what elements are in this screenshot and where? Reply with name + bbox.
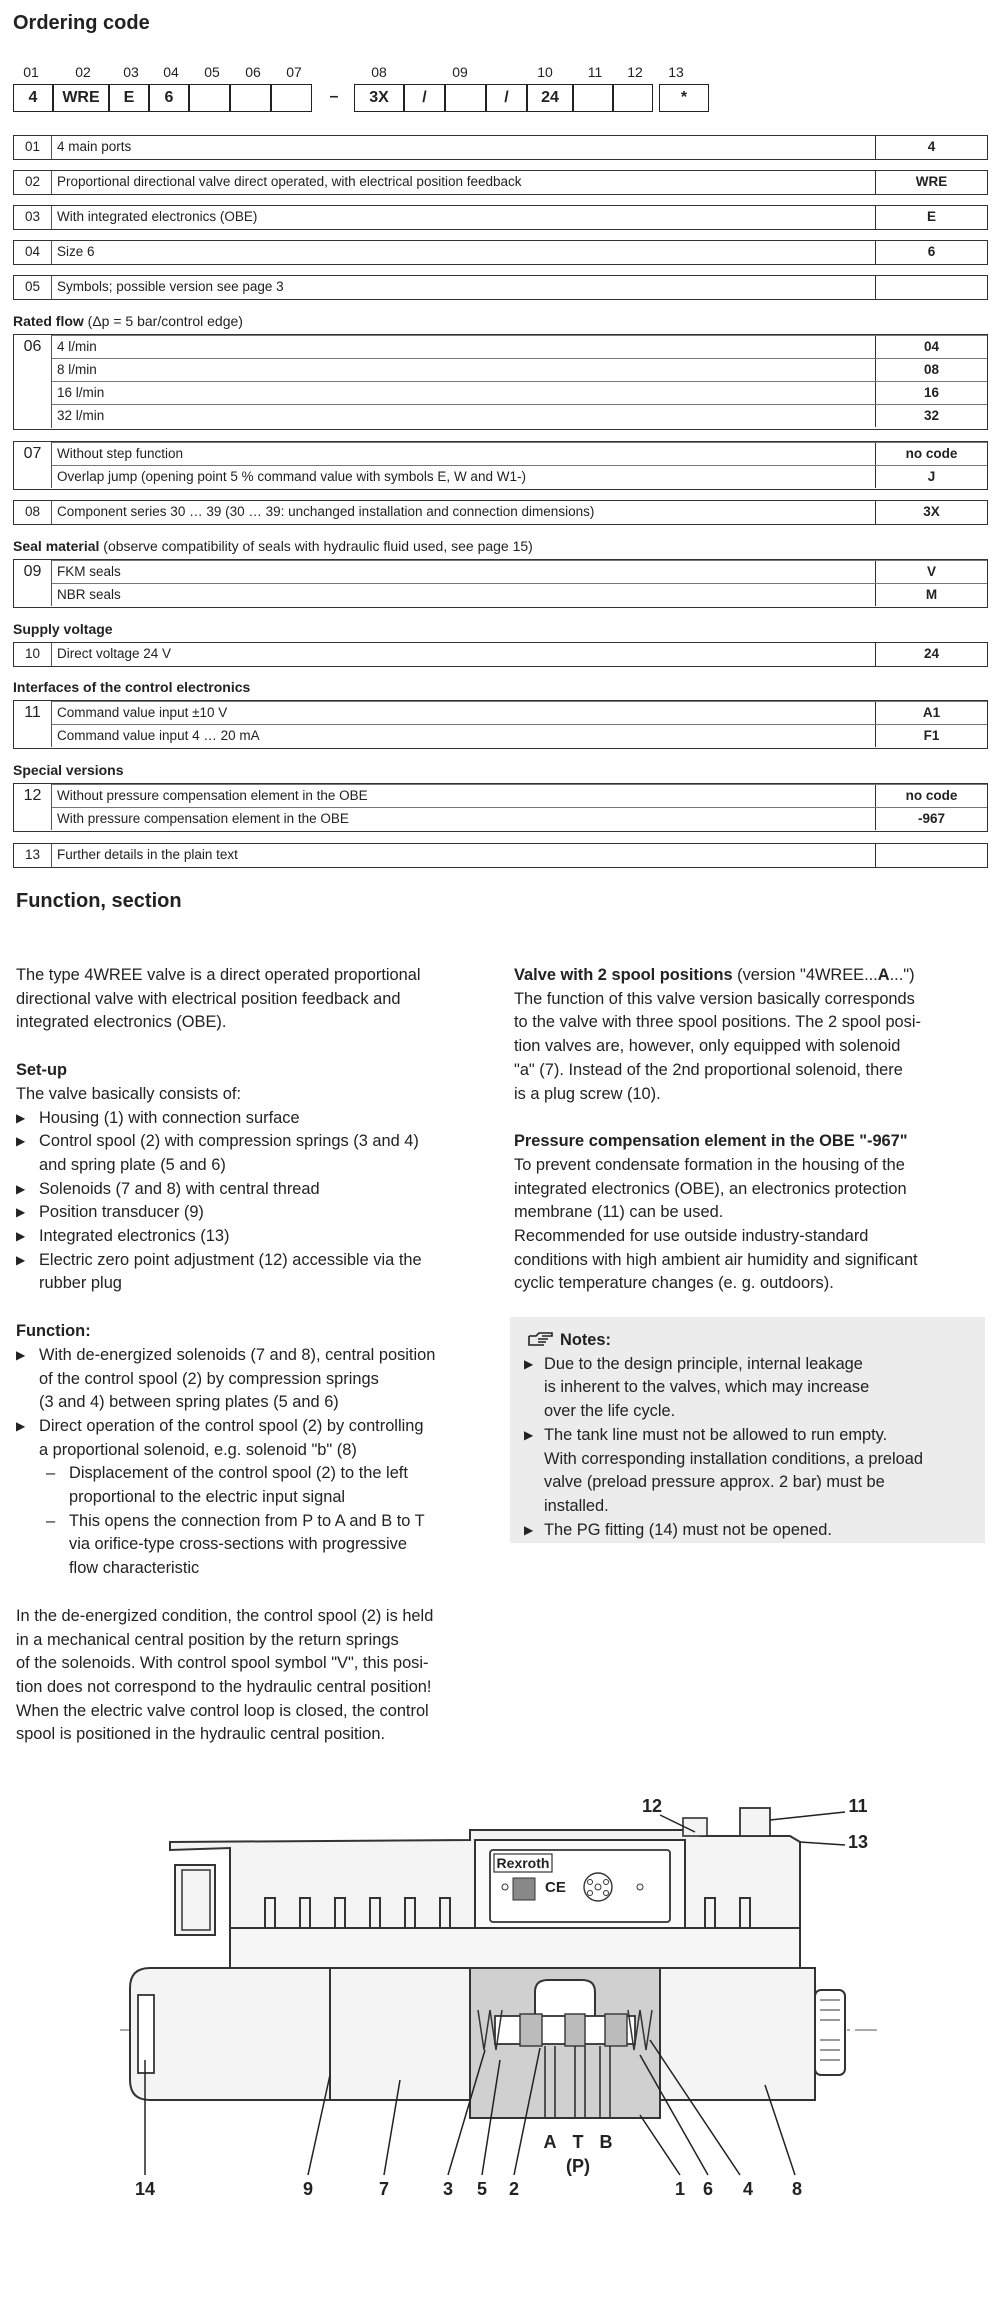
position-number: 11 (587, 64, 603, 80)
option-description: FKM seals (57, 564, 121, 579)
option-code: F1 (875, 725, 987, 747)
callout-2: 2 (508, 2179, 520, 2199)
option-description: 8 l/min (57, 362, 97, 377)
code-box: / (404, 84, 445, 112)
port-label-t: T (572, 2132, 584, 2152)
option-description: Command value input ±10 V (57, 705, 228, 720)
special-versions-label: Special versions (13, 762, 124, 778)
callout-12: 12 (641, 1796, 663, 1816)
setup-heading: Set-up (16, 1061, 67, 1080)
option-code (875, 276, 987, 299)
option-row-02 (13, 170, 988, 195)
option-code: E (875, 206, 987, 229)
callout-8: 8 (791, 2179, 803, 2199)
list-item: ▶ Direct operation of the control spool (2) by controlling a proportional solenoid, e.g. solenoid "b" (8) (16, 1415, 496, 1462)
option-group-07 (13, 441, 988, 490)
deenergized-line: of the solenoids. With control spool symbol "V", this posi- (16, 1654, 429, 1673)
option-description: Size 6 (57, 244, 95, 259)
option-number: 10 (14, 643, 52, 666)
note-item: ▶ The PG fitting (14) must not be opened. (524, 1519, 971, 1543)
option-description: With integrated electronics (OBE) (57, 209, 258, 224)
option-description: Symbols; possible version see page 3 (57, 279, 284, 294)
option-code: M (875, 584, 987, 606)
list-item: – Displacement of the control spool (2) to the left proportional to the electric input signal (16, 1462, 496, 1509)
code-box (445, 84, 486, 112)
two-spool-line: is a plug screw (10). (514, 1084, 661, 1103)
ce-mark: CE (545, 1879, 566, 1896)
list-item: ▶ Housing (1) with connection surface (16, 1107, 496, 1131)
option-group-09 (13, 559, 988, 608)
brand-logo: Rexroth (496, 1855, 550, 1871)
option-description: 4 l/min (57, 339, 97, 354)
callout-4: 4 (742, 2179, 754, 2199)
option-number: 05 (14, 276, 52, 299)
position-number: 05 (204, 64, 220, 80)
option-code (875, 844, 987, 867)
pce-line: To prevent condensate formation in the housing of the (514, 1155, 905, 1174)
function-section-title: Function, section (16, 890, 182, 912)
option-description: Without pressure compensation element in the OBE (57, 788, 368, 803)
callout-6: 6 (702, 2179, 714, 2199)
position-number: 01 (23, 64, 39, 80)
deenergized-line: tion does not correspond to the hydraulic central position! (16, 1677, 432, 1696)
interfaces-label: Interfaces of the control electronics (13, 679, 251, 695)
option-description: Without step function (57, 446, 184, 461)
option-number: 06 (14, 335, 52, 428)
option-code: 3X (875, 501, 987, 524)
notes-box (510, 1317, 985, 1543)
two-spool-heading: Valve with 2 spool positions (version "4WREE...A...") (514, 966, 915, 984)
position-number: 04 (163, 64, 179, 80)
port-label-b: B (599, 2132, 613, 2152)
option-description: 4 main ports (57, 139, 132, 154)
option-row-05 (13, 275, 988, 300)
list-item: ▶ Position transducer (9) (16, 1201, 496, 1225)
setup-list (16, 1107, 496, 1297)
list-item: ▶ With de-energized solenoids (7 and 8), central position of the control spool (2) by compression springs (3 and 4) between spring plates (5 and 6) (16, 1344, 496, 1415)
option-description: Component series 30 … 39 (30 … 39: unchanged installation and connection dimensions) (57, 504, 595, 519)
pce-line: cyclic temperature changes (e. g. outdoors). (514, 1274, 834, 1293)
option-number: 02 (14, 171, 52, 194)
option-description: With pressure compensation element in the OBE (57, 811, 349, 826)
callout-5: 5 (476, 2179, 488, 2199)
code-box: 3X (354, 84, 404, 112)
two-spool-line: tion valves are, however, only equipped with solenoid (514, 1037, 901, 1056)
code-box (230, 84, 271, 112)
position-number: 12 (627, 64, 643, 80)
option-description: Command value input 4 … 20 mA (57, 728, 260, 743)
option-row-01 (13, 135, 988, 160)
option-code: A1 (875, 702, 987, 724)
two-spool-line: to the valve with three spool positions. The 2 spool posi- (514, 1013, 921, 1032)
notes-heading: Notes: (528, 1329, 971, 1353)
deenergized-line: spool is positioned in the hydraulic central position. (16, 1725, 386, 1744)
note-item: ▶ Due to the design principle, internal leakage is inherent to the valves, which may increase over the life cycle. (524, 1353, 971, 1424)
option-code: 04 (875, 336, 987, 358)
option-group-12 (13, 783, 988, 832)
note-item: ▶ The tank line must not be allowed to run empty. With corresponding installation conditions, a preload valve (preload pressure approx. 2 bar) must be installed. (524, 1424, 971, 1519)
option-group-11 (13, 700, 988, 749)
position-number: 03 (123, 64, 139, 80)
position-number: 08 (371, 64, 387, 80)
list-item: ▶ Electric zero point adjustment (12) accessible via the rubber plug (16, 1249, 496, 1296)
option-code: 6 (875, 241, 987, 264)
intro-line: integrated electronics (OBE). (16, 1013, 227, 1032)
option-code: no code (875, 785, 987, 807)
function-heading: Function: (16, 1322, 91, 1341)
callout-3: 3 (442, 2179, 454, 2199)
option-row-13 (13, 843, 988, 868)
code-box: 4 (13, 84, 53, 112)
option-description: Further details in the plain text (57, 847, 238, 862)
code-separator: – (329, 88, 339, 105)
two-spool-line: The function of this valve version basically corresponds (514, 989, 915, 1008)
list-item: ▶ Integrated electronics (13) (16, 1225, 496, 1249)
option-code: 24 (875, 643, 987, 666)
option-code: 16 (875, 382, 987, 404)
code-box: E (109, 84, 149, 112)
option-number: 03 (14, 206, 52, 229)
callout-1: 1 (674, 2179, 686, 2199)
list-item: ▶ Solenoids (7 and 8) with central thread (16, 1178, 496, 1202)
option-row-08 (13, 500, 988, 525)
callout-14: 14 (134, 2179, 156, 2199)
callout-9: 9 (302, 2179, 314, 2199)
option-code: V (875, 561, 987, 583)
option-description: Direct voltage 24 V (57, 646, 172, 661)
ordering-code-title: Ordering code (13, 12, 150, 34)
right-column (514, 964, 989, 1296)
code-box (613, 84, 653, 112)
function-list (16, 1344, 496, 1581)
option-number: 01 (14, 136, 52, 159)
option-number: 13 (14, 844, 52, 867)
deenergized-line: In the de-energized condition, the control spool (2) is held (16, 1606, 434, 1625)
deenergized-line: When the electric valve control loop is closed, the control (16, 1701, 429, 1720)
pce-line: membrane (11) can be used. (514, 1203, 724, 1222)
position-number: 09 (452, 64, 468, 80)
option-description: Overlap jump (opening point 5 % command value with symbols E, W and W1-) (57, 469, 526, 484)
option-number: 07 (14, 442, 52, 488)
option-number: 08 (14, 501, 52, 524)
code-box (271, 84, 312, 112)
port-label-p: (P) (566, 2156, 590, 2176)
option-number: 12 (14, 784, 52, 830)
setup-lead: The valve basically consists of: (16, 1084, 242, 1103)
callout-13: 13 (847, 1832, 869, 1852)
option-number: 04 (14, 241, 52, 264)
port-label-a: A (543, 2132, 557, 2152)
code-box: WRE (53, 84, 109, 112)
option-number: 09 (14, 560, 52, 606)
option-number: 11 (14, 701, 52, 747)
code-box (573, 84, 613, 112)
option-group-06 (13, 334, 988, 430)
callout-11: 11 (848, 1796, 868, 1816)
code-box (189, 84, 230, 112)
left-column (16, 964, 496, 1747)
deenergized-line: in a mechanical central position by the return springs (16, 1630, 399, 1649)
option-code: WRE (875, 171, 987, 194)
option-code: 4 (875, 136, 987, 159)
option-code: 08 (875, 359, 987, 381)
pce-line: integrated electronics (OBE), an electronics protection (514, 1179, 907, 1198)
position-number: 02 (75, 64, 91, 80)
pce-heading: Pressure compensation element in the OBE "-967" (514, 1132, 908, 1151)
intro-line: The type 4WREE valve is a direct operated proportional (16, 966, 421, 984)
intro-line: directional valve with electrical position feedback and (16, 989, 401, 1008)
pointing-hand-icon (528, 1331, 554, 1347)
option-description: NBR seals (57, 587, 121, 602)
valve-section-diagram (0, 1770, 1000, 2210)
seal-material-label: Seal material (observe compatibility of seals with hydraulic fluid used, see page 15) (13, 538, 533, 554)
notes-list (524, 1353, 971, 1543)
supply-voltage-label: Supply voltage (13, 621, 113, 637)
option-description: 32 l/min (57, 408, 105, 423)
option-code: -967 (875, 808, 987, 830)
list-item: ▶ Control spool (2) with compression springs (3 and 4) and spring plate (5 and 6) (16, 1130, 496, 1177)
position-number: 10 (537, 64, 553, 80)
code-box: * (659, 84, 709, 112)
pce-line: conditions with high ambient air humidity and significant (514, 1250, 918, 1269)
list-item: – This opens the connection from P to A and B to T via orifice-type cross-sections with progressive flow characteristic (16, 1510, 496, 1581)
two-spool-line: "a" (7). Instead of the 2nd proportional solenoid, there (514, 1060, 903, 1079)
option-row-03 (13, 205, 988, 230)
code-box: 24 (527, 84, 573, 112)
rated-flow-label: Rated flow (Δp = 5 bar/control edge) (13, 313, 243, 329)
option-description: 16 l/min (57, 385, 105, 400)
code-box: 6 (149, 84, 189, 112)
option-code: J (875, 466, 987, 488)
position-number: 07 (286, 64, 302, 80)
option-code: no code (875, 443, 987, 465)
code-box: / (486, 84, 527, 112)
position-number: 06 (245, 64, 261, 80)
option-row-04 (13, 240, 988, 265)
option-row-10 (13, 642, 988, 667)
position-number: 13 (668, 64, 684, 80)
option-description: Proportional directional valve direct operated, with electrical position feedback (57, 174, 522, 189)
callout-7: 7 (378, 2179, 390, 2199)
option-code: 32 (875, 405, 987, 427)
pce-line: Recommended for use outside industry-standard (514, 1227, 869, 1246)
